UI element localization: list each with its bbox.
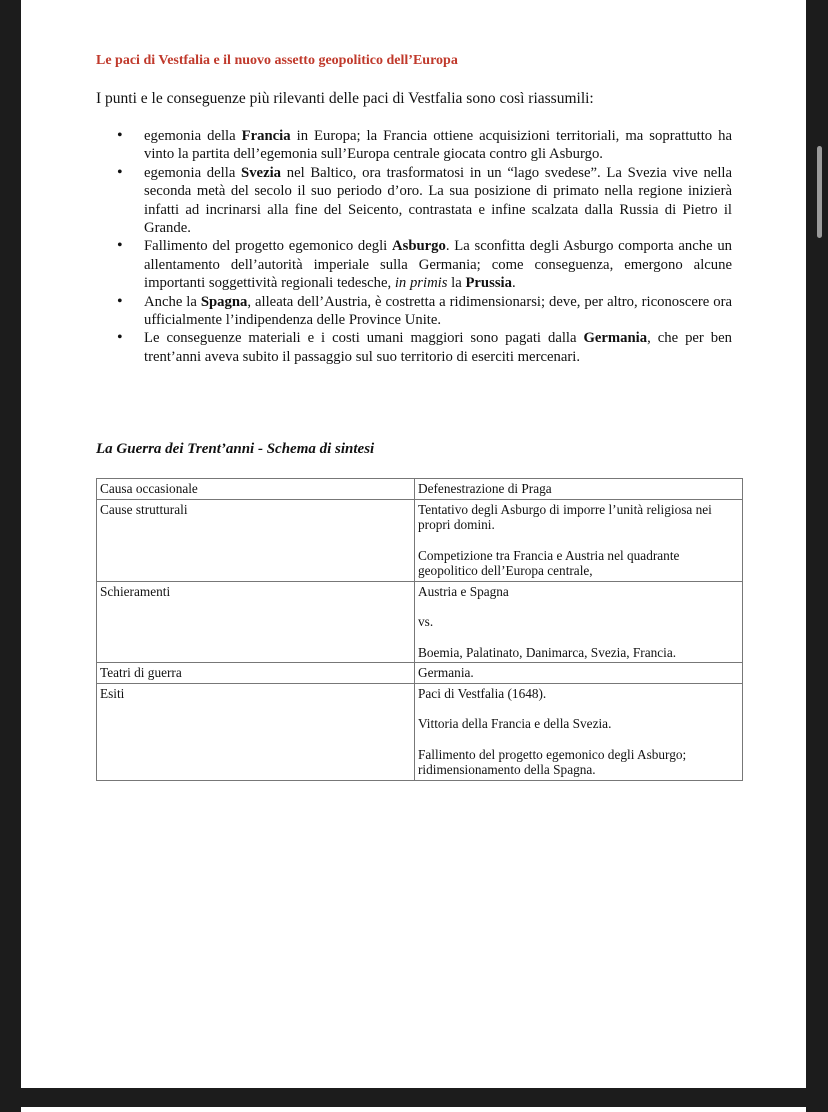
- table-row: [97, 479, 743, 500]
- document-page: [21, 0, 806, 1088]
- row-label: Schieramenti: [97, 581, 415, 663]
- table-row: [97, 663, 743, 684]
- row-value: Defenestrazione di Praga: [415, 479, 743, 500]
- row-value: Germania.: [415, 663, 743, 684]
- list-item: • Fallimento del progetto egemonico degli Asburgo. La sconfitta degli Asburgo comporta anche un allentamento dell’autorità imperiale sulla Germania; come conseguenza, emergono alcune importanti soggettività regionali tedesche, in primis la Prussia.: [96, 237, 732, 292]
- row-value: Tentativo degli Asburgo di imporre l’unità religiosa nei propri domini. Competizione tra Francia e Austria nel quadrante geopolitico dell’Europa centrale,: [415, 499, 743, 581]
- row-label: Esiti: [97, 683, 415, 780]
- intro-paragraph: I punti e le conseguenze più rilevanti delle paci di Vestfalia sono così riassumili:: [96, 90, 594, 107]
- summary-table: [96, 478, 743, 781]
- row-label: Cause strutturali: [97, 499, 415, 581]
- list-item: • egemonia della Svezia nel Baltico, ora trasformatosi in un “lago svedese”. La Svezia vive nella seconda metà del secolo il suo periodo d’oro. La sua posizione di primato nella regione inizierà infatti ad incrinarsi alla fine del Seicento, contrastata e infine scalzata dalla Russia di Pietro il Grande.: [96, 164, 732, 238]
- section-title: Le paci di Vestfalia e il nuovo assetto geopolitico dell’Europa: [96, 53, 458, 68]
- row-value: Austria e Spagna vs. Boemia, Palatinato, Danimarca, Svezia, Francia.: [415, 581, 743, 663]
- list-item: • Le conseguenze materiali e i costi umani maggiori sono pagati dalla Germania, che per ben trent’anni aveva subito il passaggio sul suo territorio di eserciti mercenari.: [96, 329, 732, 366]
- row-label: Teatri di guerra: [97, 663, 415, 684]
- table-row: [97, 683, 743, 780]
- table-row: [97, 581, 743, 663]
- row-value: Paci di Vestfalia (1648). Vittoria della Francia e della Svezia. Fallimento del progetto egemonico degli Asburgo; ridimensionamento della Spagna.: [415, 683, 743, 780]
- list-item: • Anche la Spagna, alleata dell’Austria, è costretta a ridimensionarsi; deve, per altro, riconoscere ora ufficialmente l’indipendenza delle Province Unite.: [96, 293, 732, 330]
- next-page-edge: [21, 1107, 806, 1112]
- list-item: • egemonia della Francia in Europa; la Francia ottiene acquisizioni territoriali, ma soprattutto ha vinto la partita dell’egemonia sull’Europa centrale giocata contro gli Asburgo.: [96, 127, 732, 164]
- row-label: Causa occasionale: [97, 479, 415, 500]
- table-row: [97, 499, 743, 581]
- bullet-list: [96, 127, 732, 366]
- table-title: La Guerra dei Trent’anni - Schema di sintesi: [96, 441, 375, 457]
- scrollbar[interactable]: [817, 146, 822, 238]
